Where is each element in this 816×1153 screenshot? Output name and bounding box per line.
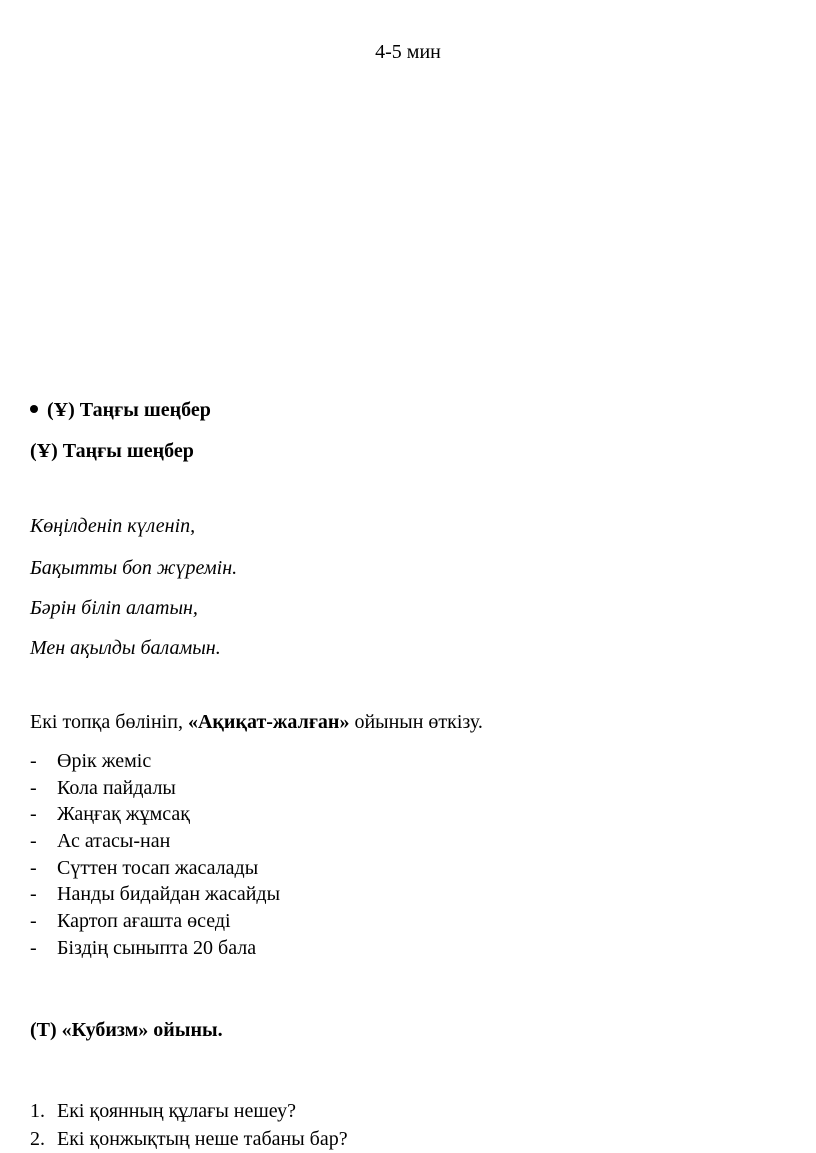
- list-item-text: Өрік жеміс: [57, 750, 152, 772]
- list-item: [30, 1125, 348, 1153]
- list-item: [30, 855, 280, 882]
- dash-marker: -: [30, 856, 37, 879]
- time-label: 4-5 мин: [375, 41, 441, 63]
- statement-list: [30, 748, 280, 962]
- list-item: [30, 748, 280, 775]
- instruction-intro: Екі топқа бөлініп,: [30, 711, 188, 733]
- list-item-text: Біздің сыныпта 20 бала: [57, 936, 257, 959]
- question-text: Екі қонжықтың неше табаны бар?: [57, 1128, 348, 1150]
- poem-line: Бәрін біліп алатын,: [30, 597, 198, 619]
- section-heading-bulleted: [30, 398, 211, 422]
- list-item-text: Кола пайдалы: [57, 776, 176, 799]
- list-item: [30, 935, 280, 962]
- list-item-text: Нанды бидайдан жасайды: [57, 883, 281, 906]
- list-item-text: Картоп ағашта өседі: [57, 910, 231, 933]
- poem-line: Бақытты боп жүремін.: [30, 557, 238, 579]
- poem-line: Мен ақылды баламын.: [30, 637, 221, 659]
- dash-marker: -: [30, 750, 37, 772]
- instruction-outro: ойынын өткізу.: [349, 711, 483, 733]
- question-list: [30, 1097, 348, 1153]
- game-title: (Т) «Кубизм» ойыны.: [30, 1019, 223, 1041]
- dash-marker: -: [30, 776, 37, 799]
- list-item-text: Жаңғақ жұмсақ: [57, 803, 190, 826]
- question-text: Екі қоянның құлағы нешеу?: [57, 1100, 297, 1122]
- list-item: [30, 881, 280, 908]
- list-number: 2.: [30, 1128, 45, 1150]
- game-name: «Ақиқат-жалған»: [187, 711, 350, 733]
- list-item-text: Сүттен тосап жасалады: [57, 856, 259, 879]
- list-item-text: Ас атасы-нан: [57, 830, 171, 853]
- dash-marker: -: [30, 830, 37, 853]
- list-item: [30, 801, 280, 828]
- bullet-icon: [30, 405, 38, 413]
- list-number: 1.: [30, 1100, 45, 1122]
- game-instruction: [30, 710, 483, 734]
- dash-marker: -: [30, 910, 37, 933]
- list-item: [30, 908, 280, 935]
- dash-marker: -: [30, 936, 37, 959]
- dash-marker: -: [30, 803, 37, 826]
- list-item: [30, 828, 280, 855]
- section-heading-text: (Ұ) Таңғы шеңбер: [47, 399, 211, 421]
- dash-marker: -: [30, 883, 37, 906]
- list-item: [30, 1097, 348, 1125]
- poem-line: Көңілденіп күленіп,: [30, 515, 196, 537]
- section-heading: (Ұ) Таңғы шеңбер: [30, 440, 194, 462]
- list-item: [30, 775, 280, 802]
